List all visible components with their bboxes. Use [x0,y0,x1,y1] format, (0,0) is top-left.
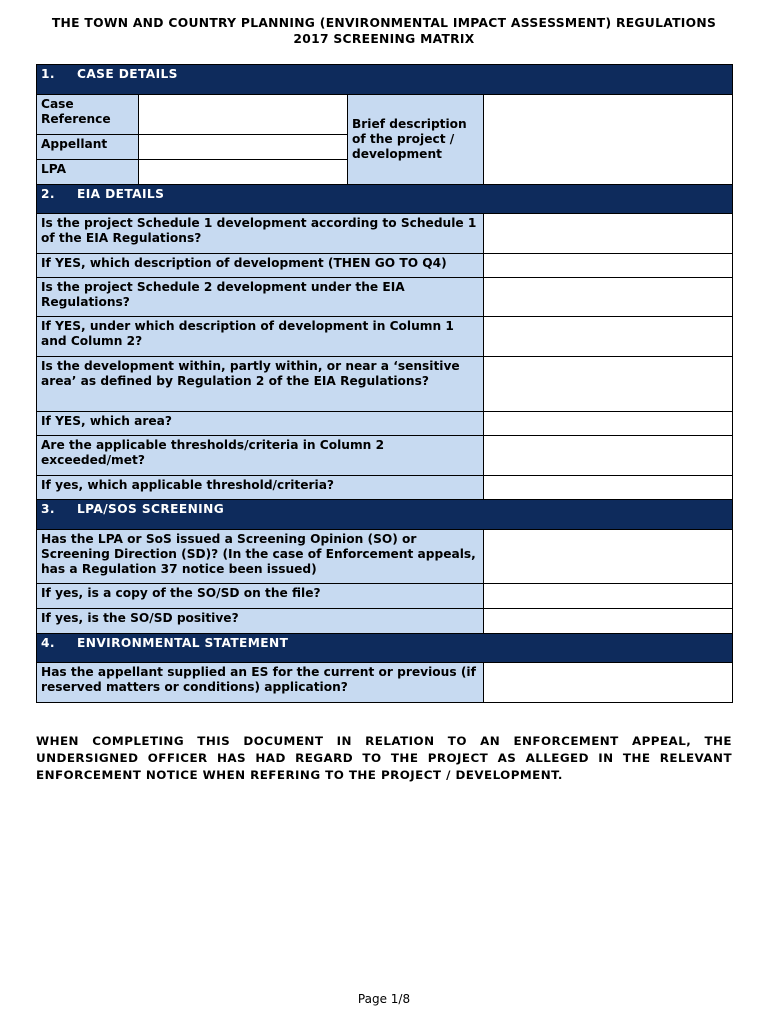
table-row [37,530,733,584]
table-row [37,476,733,500]
section-number: 4. [41,636,55,650]
table-row [37,412,733,436]
section-header-environmental-statement [37,634,733,663]
eia-question: If YES, which description of development (THEN GO TO Q4) [37,254,484,278]
lpa-label: LPA [37,160,139,185]
section-number: 3. [41,502,55,516]
eia-question: If YES, under which description of development in Column 1 and Column 2? [37,317,484,357]
section-title: LPA/SOS SCREENING [77,502,225,516]
eia-answer-field[interactable] [484,254,733,278]
section-number: 2. [41,187,55,201]
document-title [20,15,748,47]
eia-answer-field[interactable] [484,357,733,412]
table-row [37,584,733,609]
appellant-label: Appellant [37,135,139,160]
eia-question: Is the project Schedule 1 development according to Schedule 1 of the EIA Regulations? [37,214,484,254]
page-number: Page 1/8 [357,992,411,1006]
lpa-field[interactable] [139,160,348,185]
title-line-1: THE TOWN AND COUNTRY PLANNING (ENVIRONMENTAL IMPACT ASSESSMENT) REGULATIONS [51,16,717,30]
screening-question: If yes, is the SO/SD positive? [37,609,484,634]
table-row [37,357,733,412]
es-answer-field[interactable] [484,663,733,703]
enforcement-notice-statement: WHEN COMPLETING THIS DOCUMENT IN RELATION TO AN ENFORCEMENT APPEAL, THE UNDERSIGNED OFFICER HAS HAD REGARD TO THE PROJECT AS ALLEGED IN THE RELEVANT ENFORCEMENT NOTICE WHEN REFERING TO THE PROJECT / DEVELOPMENT. [36,734,732,782]
brief-description-field[interactable] [484,95,733,185]
eia-answer-field[interactable] [484,476,733,500]
table-row [37,436,733,476]
table-row [37,663,733,703]
eia-question: Are the applicable thresholds/criteria in Column 2 exceeded/met? [37,436,484,476]
section-header-eia-details [37,185,733,214]
section-title: CASE DETAILS [77,67,178,81]
eia-answer-field[interactable] [484,214,733,254]
section-header-lpa-sos-screening [37,500,733,530]
brief-description-label: Brief description of the project / development [348,95,484,185]
section-number: 1. [41,67,55,81]
eia-question: If YES, which area? [37,412,484,436]
eia-answer-field[interactable] [484,317,733,357]
screening-answer-field[interactable] [484,584,733,609]
table-row [37,609,733,634]
table-row [37,95,733,135]
screening-answer-field[interactable] [484,609,733,634]
section-header-case-details [37,65,733,95]
eia-question: Is the project Schedule 2 development under the EIA Regulations? [37,278,484,317]
appellant-field[interactable] [139,135,348,160]
eia-answer-field[interactable] [484,278,733,317]
section-title: ENVIRONMENTAL STATEMENT [77,636,289,650]
eia-question: Is the development within, partly within, or near a ‘sensitive area’ as defined by Regulation 2 of the EIA Regulations? [37,357,484,412]
case-reference-field[interactable] [139,95,348,135]
screening-question: If yes, is a copy of the SO/SD on the file? [37,584,484,609]
screening-question: Has the LPA or SoS issued a Screening Opinion (SO) or Screening Direction (SD)? (In the case of Enforcement appeals, has a Regulation 37 notice been issued) [37,530,484,584]
table-row [37,317,733,357]
screening-answer-field[interactable] [484,530,733,584]
eia-question: If yes, which applicable threshold/criteria? [37,476,484,500]
section-title: EIA DETAILS [77,187,165,201]
table-row [37,254,733,278]
table-row [37,278,733,317]
es-question: Has the appellant supplied an ES for the current or previous (if reserved matters or conditions) application? [37,663,484,703]
screening-matrix-table [36,64,733,703]
eia-answer-field[interactable] [484,436,733,476]
eia-answer-field[interactable] [484,412,733,436]
table-row [37,214,733,254]
case-reference-label: Case Reference [37,95,139,135]
title-line-2: 2017 SCREENING MATRIX [293,32,475,46]
